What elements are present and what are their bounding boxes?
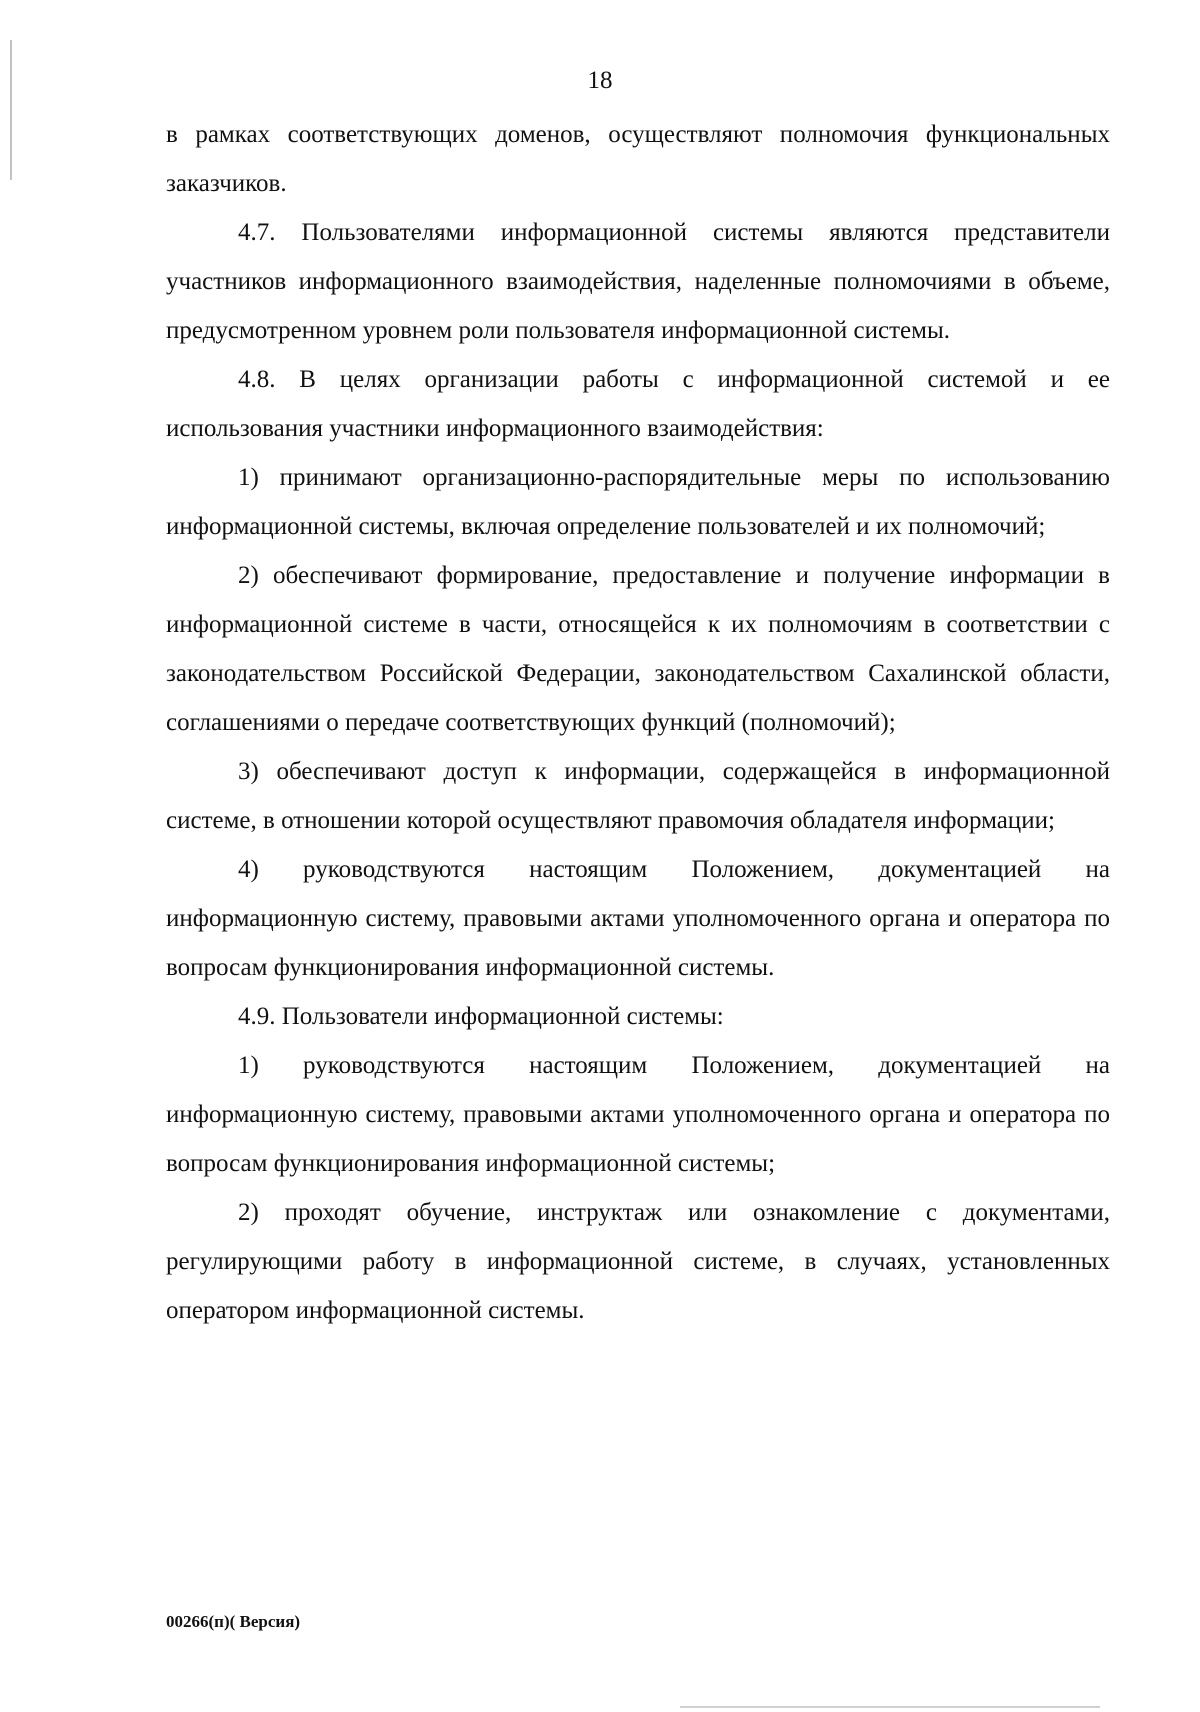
paragraph-4-9-item-2: 2) проходят обучение, инструктаж или ознакомление с документами, регулирующими работу в информационной системе, в случаях, установленных оператором информационной системы. [166, 1199, 1110, 1324]
paragraph-4-9: 4.9. Пользователи информационной системы: [238, 1003, 724, 1030]
paragraph-4-7: 4.7. Пользователями информационной системы являются представители участников информационного взаимодействия, наделенные полномочиями в объеме, предусмотренном уровнем роли пользователя информационной системы. [166, 219, 1110, 344]
paragraph-4-9-item-1: 1) руководствуются настоящим Положением, документацией на информационную систему, правовыми актами уполномоченного органа и оператора по вопросам функционирования информационной системы; [166, 1052, 1110, 1177]
paragraph-4-8-item-2: 2) обеспечивают формирование, предоставление и получение информации в информационной системе в части, относящейся к их полномочиям в соответствии с законодательством Российской Федерации, законодательством Сахалинской области, соглашениями о передаче соответствующих функций (полномочий); [166, 562, 1110, 736]
scan-bottom-line [680, 1706, 1100, 1708]
paragraph-4-8-item-4: 4) руководствуются настоящим Положением, документацией на информационную систему, правовыми актами уполномоченного органа и оператора по вопросам функционирования информационной системы. [166, 856, 1110, 981]
paragraph-continuation: в рамках соответствующих доменов, осуществляют полномочия функциональных заказчиков. [166, 121, 1110, 197]
paragraph-4-8-item-1: 1) принимают организационно-распорядительные меры по использованию информационной системы, включая определение пользователей и их полномочий; [166, 464, 1110, 540]
scan-edge-mark [10, 40, 12, 180]
page-number: 18 [587, 67, 613, 94]
document-footer-code: 00266(п)( Версия) [166, 1612, 301, 1631]
paragraph-4-8-item-3: 3) обеспечивают доступ к информации, содержащейся в информационной системе, в отношении которой осуществляют правомочия обладателя информации; [166, 758, 1110, 834]
document-body [166, 110, 1110, 1335]
paragraph-4-8: 4.8. В целях организации работы с информационной системой и ее использования участники информационного взаимодействия: [166, 366, 1110, 442]
